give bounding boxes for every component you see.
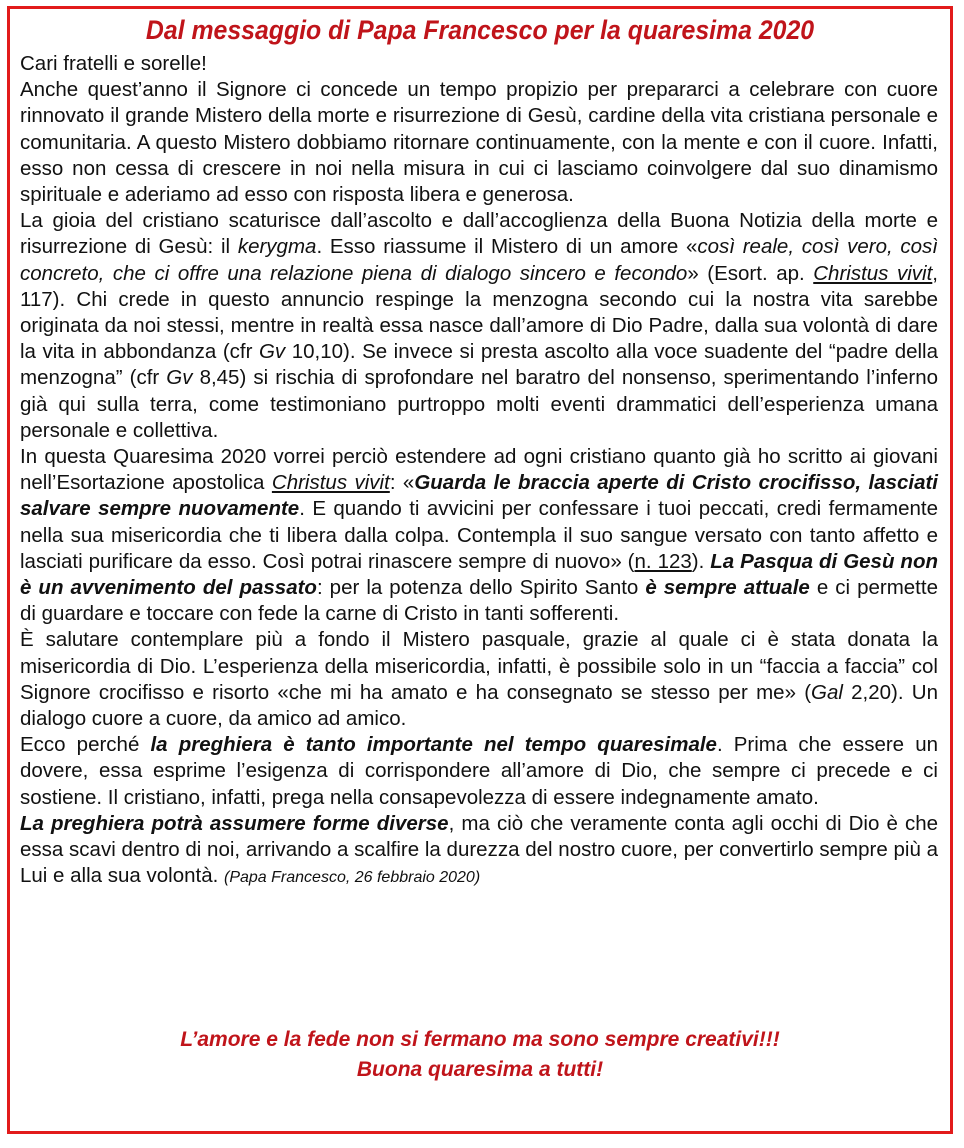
text-run: ). — [691, 549, 711, 573]
text-run: : per la potenza dello Spirito Santo — [316, 576, 646, 600]
christus-vivit-link[interactable]: Christus vivit — [271, 471, 390, 495]
text-run: Ecco perché — [20, 733, 151, 757]
text-run: 8,45) si rischia di sprofondare nel baratro del nonsenso, sperimentando l’inferno già qui sulla terra, come testimoniano purtroppo molti eventi drammatici dell’esperienza umana personale e collettiva. — [20, 366, 938, 442]
emphasis-bold: La Pasqua di Gesù non è un avvenimento del passato — [20, 549, 939, 600]
text-run: . Prima che essere un dovere, essa esprime l’esigenza di corrispondere all’amore di Dio, che sempre ci precede e ci sostiene. Il cristiano, infatti, prega nella consapevolezza di essere indegnamente amato. — [20, 733, 938, 809]
text-run: È salutare contemplare più a fondo il Mistero pasquale, grazie al quale ci è stata donata la misericordia di Dio. L’esperienza della misericordia, infatti, è possibile solo in un “faccia a faccia” col Signore crocifisso e risorto «che mi ha amato e ha consegnato se stesso per me» ( — [20, 628, 938, 704]
text-run: La gioia del cristiano scaturisce dall’ascolto e dall’accoglienza della Buona Notizia della morte e risurrezione di Gesù: il — [20, 209, 938, 259]
gv-reference: Gv — [258, 340, 286, 364]
emphasis-bold: La preghiera potrà assumere forme diverse — [20, 811, 449, 835]
paragraph-3 — [20, 444, 938, 627]
text-run: 2,20). Un dialogo cuore a cuore, da amico ad amico. — [20, 680, 938, 731]
paragraph-2 — [20, 208, 938, 444]
emphasis-bold: è sempre attuale — [645, 576, 810, 600]
greeting: Cari fratelli e sorelle! — [20, 52, 207, 75]
text-run: : « — [389, 471, 415, 495]
text-run: 10,10). Se invece si presta ascolto alla voce suadente del “padre della menzogna” (cfr — [20, 340, 939, 390]
quote-italic: così reale, così vero, così concreto, che ci offre una relazione piena di dialogo sincero e fecondo — [20, 235, 939, 285]
emphasis-bold: Guarda le braccia aperte di Cristo crocifisso, lasciati salvare sempre nuovamente — [20, 471, 939, 521]
text-run: . E quando ti avvicini per confessare i tuoi peccati, credi fermamente nella sua misericordia che ti libera dalla colpa. Contempla il suo sangue versato con tanto affetto e lasciati purificare da esso. Così potrai rinascere sempre di nuovo» ( — [20, 497, 939, 573]
gv-reference: Gv — [166, 366, 193, 390]
message-frame — [7, 6, 953, 1134]
text-run: . Esso riassume il Mistero di un amore « — [316, 235, 698, 259]
text-run: » (Esort. ap. — [687, 261, 814, 285]
paragraph-6 — [20, 811, 938, 892]
reference-link[interactable]: n. 123 — [634, 549, 692, 573]
closing-line-2: Buona quaresima a tutti! — [356, 1058, 604, 1081]
kerygma-term: kerygma — [237, 235, 317, 259]
text-run: , 117). Chi crede in questo annuncio respinge la menzogna secondo cui la nostra vita sarebbe originata da noi stessi, mentre in realtà essa nasce dall’amore di Dio Padre, dalla sua volontà di dare la vita in abbondanza (cfr — [20, 261, 938, 364]
signature: (Papa Francesco, 26 febbraio 2020) — [224, 869, 481, 887]
message-body — [20, 51, 938, 892]
text-run: In questa Quaresima 2020 vorrei perciò estendere ad ogni cristiano quanto già ho scritto ai giovani nell’Esortazione apostolica — [20, 445, 938, 495]
closing-block — [10, 1025, 950, 1085]
closing-line-1: L’amore e la fede non si fermano ma sono sempre creativi!!! — [180, 1028, 780, 1051]
page-title: Dal messaggio di Papa Francesco per la quaresima 2020 — [145, 15, 815, 45]
text-run: , ma ciò che veramente conta agli occhi di Dio è che essa scavi dentro di noi, arrivando a scalfire la durezza del nostro cuore, per convertirlo sempre più a Lui e alla sua volontà. — [20, 811, 939, 888]
paragraph-1: Anche quest’anno il Signore ci concede un tempo propizio per prepararci a celebrare con cuore rinnovato il grande Mistero della morte e risurrezione di Gesù, cardine della vita cristiana personale e comunitaria. A questo Mistero dobbiamo ritornare continuamente, con la mente e con il cuore. Infatti, esso non cessa di crescere in noi nella misura in cui ci lasciamo coinvolgere dal suo dinamismo spirituale e aderiamo ad esso con risposta libera e generosa. — [20, 78, 938, 207]
christus-vivit-link[interactable]: Christus vivit — [813, 261, 933, 285]
paragraph-4 — [20, 627, 938, 732]
text-run: e ci permette di guardare e toccare con fede la carne di Cristo in tanti sofferenti. — [20, 576, 938, 626]
gal-reference: Gal — [811, 680, 843, 704]
paragraph-5 — [20, 732, 938, 811]
emphasis-bold: la preghiera è tanto importante nel tempo quaresimale — [150, 733, 717, 757]
